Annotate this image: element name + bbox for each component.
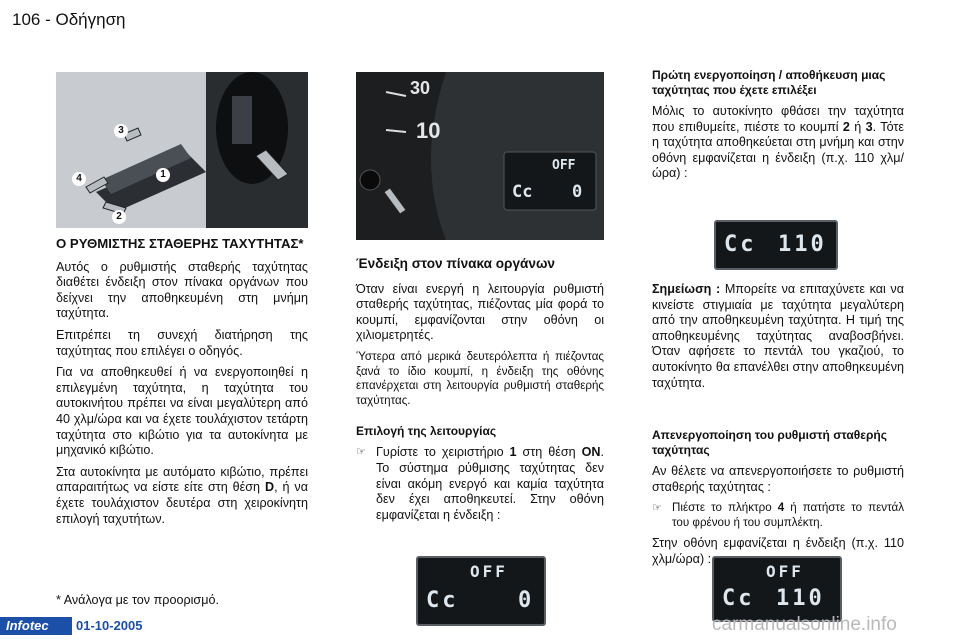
gauge-display-off: OFF (552, 158, 576, 173)
display-off: OFF (766, 562, 804, 581)
display-cc: Cc (724, 232, 757, 257)
paragraph: Αυτός ο ρυθμιστής σταθερής ταχύτητας διαθέτει ένδειξη στον πίνακα οργάνων που δείχνει την αποθηκευμένη στη μνήμη ταχύτητα. (56, 259, 308, 321)
gauge-display-cc: Cc (512, 182, 533, 202)
instrument-panel-image (356, 72, 604, 240)
footnote: * Ανάλογα με τον προορισμό. (56, 593, 219, 607)
page-title: 106 - Οδήγηση (12, 10, 126, 29)
display-speed-stored (714, 220, 838, 270)
infotec-badge: Infotec (0, 617, 72, 635)
lever-number-2: 2 (112, 210, 126, 224)
note-block (652, 282, 904, 397)
display-off-speed (712, 556, 842, 622)
pointing-hand-icon: ☞ (652, 502, 662, 515)
lever-number-1: 1 (156, 168, 170, 182)
gauge-label-30: 30 (410, 78, 431, 98)
gauge-label-10: 10 (416, 118, 441, 143)
lever-number-4: 4 (72, 172, 86, 186)
deactivation-block (652, 428, 904, 574)
bullet-item: ☞ Γυρίστε το χειριστήριο 1 στη θέση ON. Το σύστημα ρύθμισης ταχύτητας δεν είναι ακόμη ενεργό και καμία ταχύτητα δεν έχει αποθηκευτεί. Στην οθόνη εμφανίζεται η ένδειξη : (356, 445, 604, 522)
paragraph: Αν θέλετε να απενεργοποιήσετε το ρυθμιστή σταθερής ταχύτητας : (652, 464, 904, 494)
bullet-item: ☞ Πιέστε το πλήκτρο 4 ή πατήστε το πεντάλ του φρένου ή του συμπλέκτη. (652, 501, 905, 529)
display-cc: Cc (426, 588, 459, 613)
display-off: OFF (470, 562, 508, 581)
section-heading: Απενεργοποίηση του ρυθμιστή σταθερής ταχύτητας (652, 428, 887, 457)
section-heading: Ο ΡΥΘΜΙΣΤΗΣ ΣΤΑΘΕΡΗΣ ΤΑΧΥΤΗΤΑΣ* (56, 236, 304, 251)
column-1 (56, 236, 308, 533)
paragraph: Μόλις το αυτοκίνητο φθάσει την ταχύτητα που επιθυμείτε, πιέστε το κουμπί 2 ή 3. Τότε η ταχύτητα αποθηκεύεται στη μνήμη και στην οθόνη εμφανίζεται η ένδειξη (π.χ. 110 χλμ/ώρα) : (652, 104, 904, 181)
display-speed: 110 (776, 586, 825, 611)
pointing-hand-icon: ☞ (356, 446, 366, 459)
paragraph: Ύστερα από μερικά δευτερόλεπτα ή πιέζοντας ξανά το ίδιο κουμπί, η ένδειξη της οθόνης επανέρχεται στη λειτουργία ρυθμιστή σταθερής ταχύτητας. (356, 349, 604, 407)
section-heading: Ένδειξη στον πίνακα οργάνων (356, 256, 555, 271)
display-zero: 0 (518, 588, 535, 613)
gauge-illustration (356, 72, 604, 240)
lever-number-3: 3 (114, 124, 128, 138)
cruise-control-lever-image (56, 72, 308, 228)
lever-illustration (56, 72, 308, 228)
section-heading: Πρώτη ενεργοποίηση / αποθήκευση μιας ταχύτητας που έχετε επιλέξει (652, 68, 886, 97)
paragraph: Επιτρέπει τη συνεχή διατήρηση της ταχύτητας που επιλέγει ο οδηγός. (56, 327, 308, 358)
paragraph: Για να αποθηκευθεί ή να ενεργοποιηθεί η επιλεγμένη ταχύτητα, η ταχύτητα του αυτοκινήτου πρέπει να είναι μεγαλύτερη από 40 χλμ/ώρα και να έχετε τουλάχιστον τετάρτη ταχύτητα στο κιβώτιο για τα αυτοκίνητα με μηχανικό κιβώτιο. (56, 365, 308, 458)
gauge-display-zero: 0 (572, 182, 583, 202)
display-speed: 110 (778, 232, 827, 257)
paragraph: Σημείωση : Μπορείτε να επιταχύνετε και να κινείστε στιγμιαία με ταχύτητα μεγαλύτερη από την αποθηκευμένη ταχύτητα. Η τιμή της αποθηκευμένης ταχύτητας αναβοσβήνει. Όταν αφήσετε το πεντάλ του γκαζιού, το αυτοκίνητο θα επανέλθει στην αποθηκευμένη ταχύτητα. (652, 282, 904, 390)
paragraph: Στα αυτοκίνητα με αυτόματο κιβώτιο, πρέπει απαραιτήτως να είστε είτε στη θέση D, ή να έχετε τουλάχιστον δευτέρα στη χειροκίνητη επιλογή ταχυτήτων. (56, 464, 308, 526)
column-3 (652, 68, 904, 188)
display-off-zero (416, 556, 546, 626)
footer-date: 01-10-2005 (76, 618, 143, 633)
paragraph: Στην οθόνη εμφανίζεται η ένδειξη (π.χ. 110 χλμ/ώρα) : (652, 536, 904, 566)
subheading: Επιλογή της λειτουργίας (356, 424, 497, 439)
paragraph: Όταν είναι ενεργή η λειτουργία ρυθμιστή σταθερής ταχύτητας, πιέζοντας μία φορά το κουμπί, εμφανίζονται στην οθόνη οι χιλιομετρητές. (356, 281, 604, 343)
watermark: carmanualsonline.info (712, 614, 897, 635)
display-cc: Cc (722, 586, 755, 611)
column-2 (356, 256, 604, 529)
